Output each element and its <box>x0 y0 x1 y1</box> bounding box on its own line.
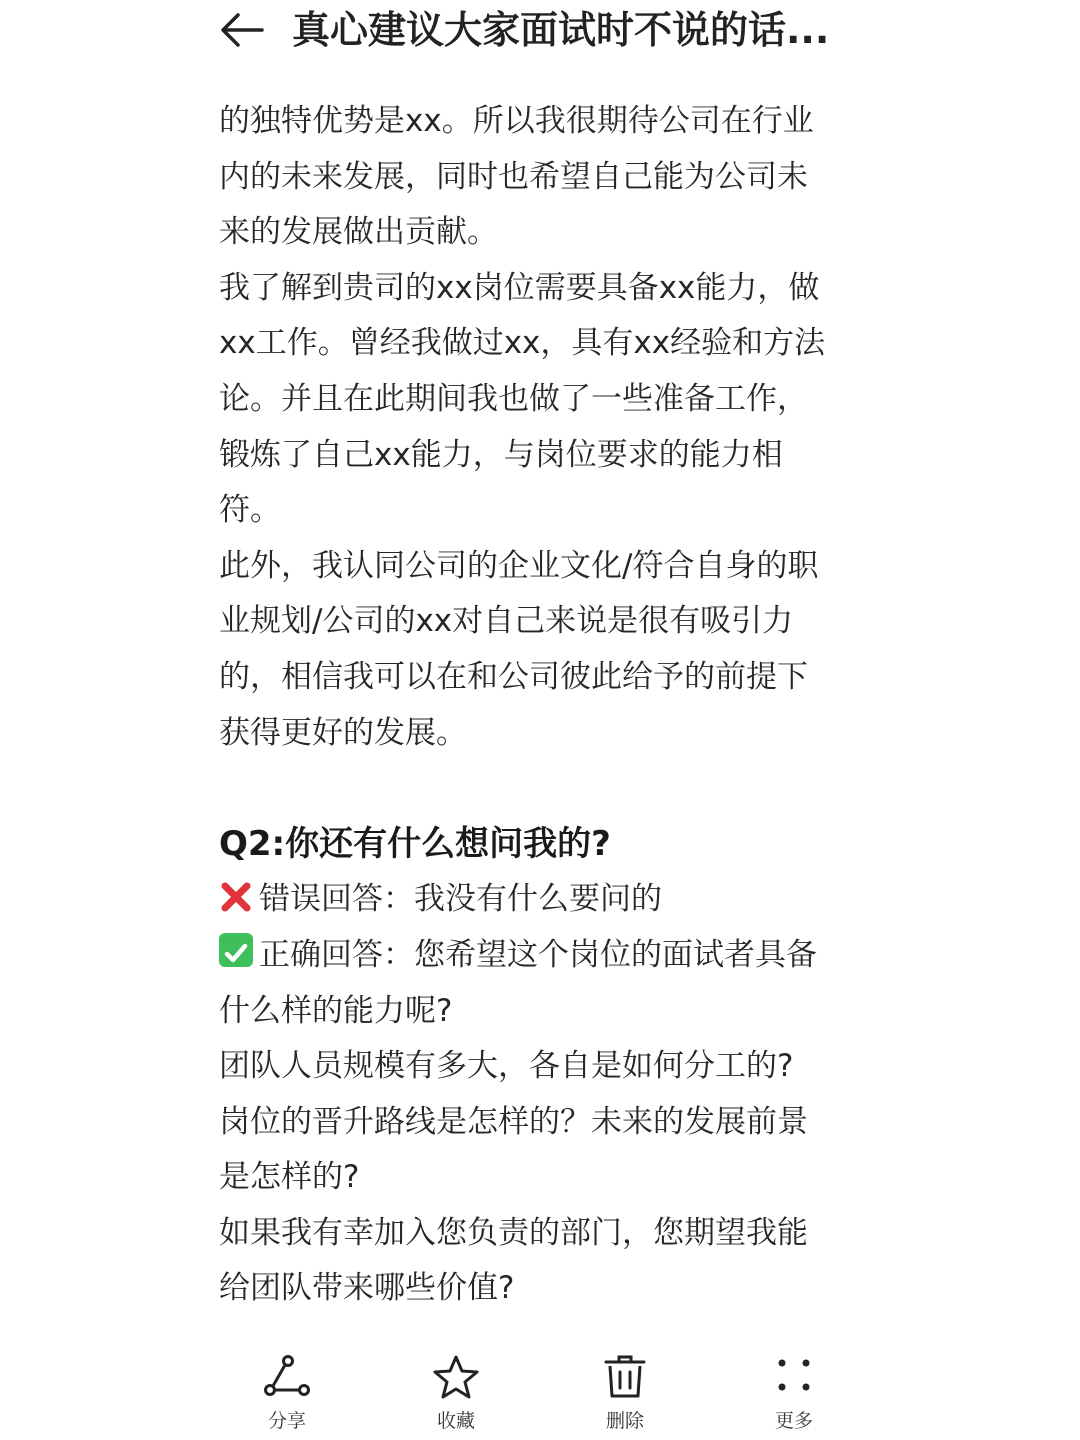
text-line: 业规划/公司的xx对自己来说是很有吸引力 <box>219 603 794 640</box>
text-line: 内的未来发展，同时也希望自己能为公司未 <box>219 158 808 195</box>
q2-heading: Q2:你还有什么想问我的? <box>219 823 611 864</box>
text-line: xx工作。曾经我做过xx，具有xx经验和方法 <box>219 325 826 362</box>
text-line: 获得更好的发展。 <box>219 714 467 751</box>
right-answer-text: 正确回答：您希望这个岗位的面试者具备 <box>259 936 817 973</box>
more-button[interactable] <box>734 1354 854 1434</box>
page-title: 真心建议大家面试时不说的话... <box>292 8 830 52</box>
paragraph-spacer <box>219 761 869 817</box>
note-content <box>219 94 869 1317</box>
text-line: 的独特优势是xx。所以我很期待公司在行业 <box>219 103 814 139</box>
favorite-label: 收藏 <box>436 1410 475 1432</box>
text-line: 岗位的晋升路线是怎样的？未来的发展前景 <box>219 1103 808 1140</box>
text-line: 我了解到贵司的xx岗位需要具备xx能力，做 <box>219 269 820 306</box>
text-line: 的，相信我可以在和公司彼此给予的前提下 <box>219 658 808 695</box>
right-answer-line <box>219 928 869 984</box>
more-label: 更多 <box>774 1410 813 1432</box>
text-line: 锻炼了自己xx能力，与岗位要求的能力相 <box>219 436 783 473</box>
bottom-toolbar <box>0 1340 1080 1440</box>
share-icon <box>262 1354 312 1400</box>
delete-button[interactable] <box>565 1354 685 1434</box>
more-dots-icon <box>769 1354 819 1400</box>
check-mark-icon <box>219 933 253 967</box>
star-icon <box>431 1354 481 1400</box>
text-line: 是怎样的? <box>219 1159 360 1196</box>
wrong-answer-text: 错误回答：我没有什么要问的 <box>259 881 662 918</box>
delete-label: 删除 <box>605 1410 644 1432</box>
back-button[interactable] <box>214 6 270 54</box>
share-button[interactable] <box>227 1354 347 1434</box>
text-line: 如果我有幸加入您负责的部门，您期望我能 <box>219 1214 808 1251</box>
share-label: 分享 <box>267 1410 306 1432</box>
cross-mark-icon <box>219 877 253 911</box>
text-line: 此外，我认同公司的企业文化/符合自身的职 <box>219 547 819 584</box>
back-arrow-icon <box>214 6 270 54</box>
text-line: 给团队带来哪些价值? <box>219 1270 515 1307</box>
text-line: 什么样的能力呢? <box>219 992 453 1029</box>
trash-icon <box>600 1354 650 1400</box>
text-line: 符。 <box>219 492 281 529</box>
text-line: 团队人员规模有多大，各自是如何分工的? <box>219 1048 794 1085</box>
text-line: 来的发展做出贡献。 <box>219 214 498 251</box>
top-bar <box>0 0 1080 62</box>
wrong-answer-line <box>219 872 869 928</box>
favorite-button[interactable] <box>396 1354 516 1434</box>
text-line: 论。并且在此期间我也做了一些准备工作， <box>219 380 808 417</box>
